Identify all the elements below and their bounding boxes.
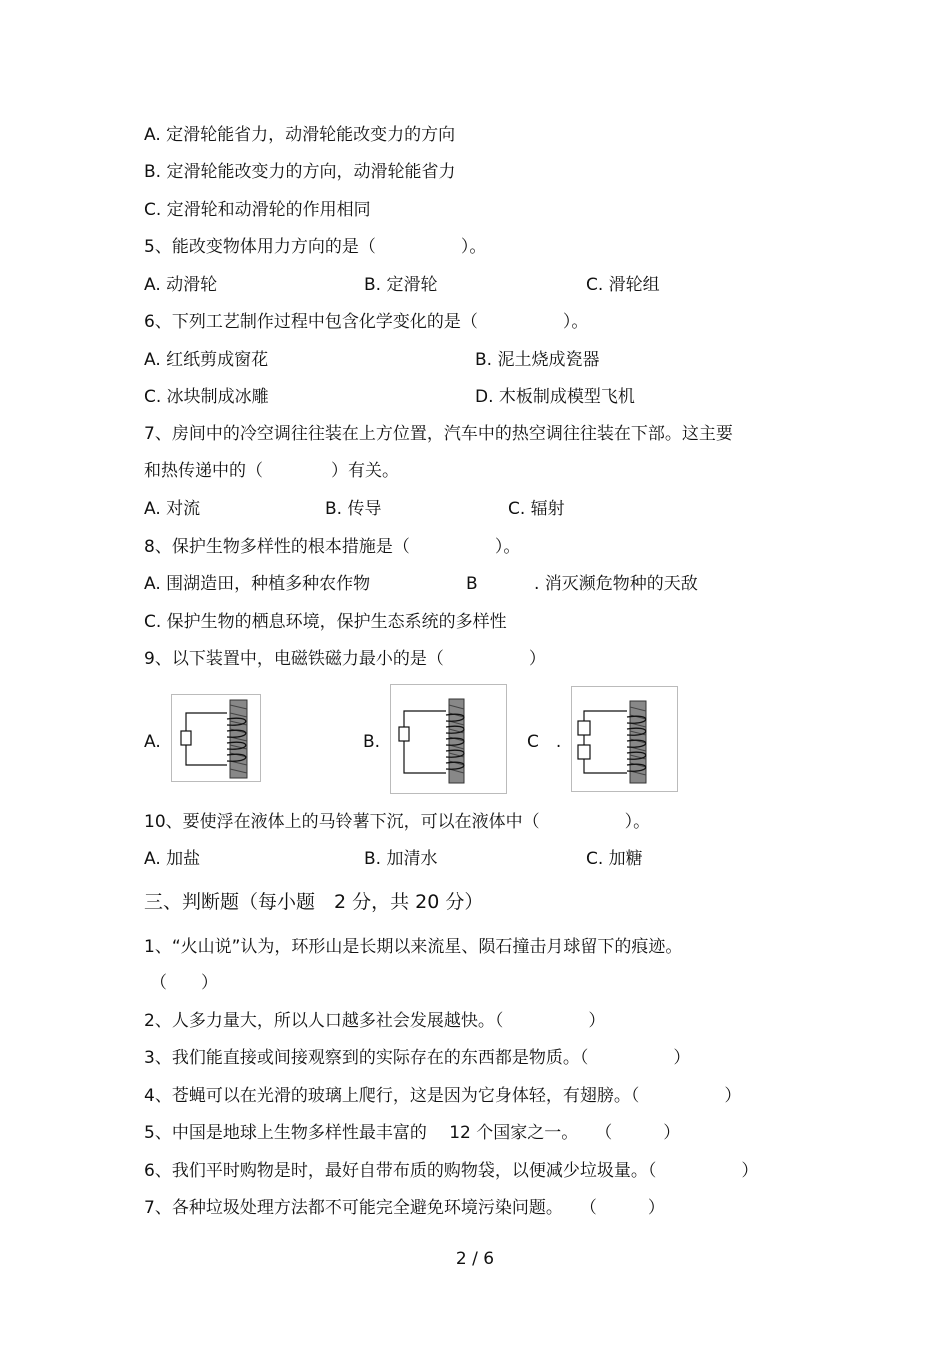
q7-stem-line2: 和热传递中的（ ）有关。	[144, 461, 399, 481]
q5-stem: 5、能改变物体用力方向的是（ ）。	[144, 237, 487, 257]
q9-stem: 9、以下装置中，电磁铁磁力最小的是（ ）	[144, 649, 546, 669]
q4-option-a: A. 定滑轮能省力，动滑轮能改变力的方向	[144, 125, 456, 145]
q7-stem-line1: 7、房间中的冷空调往往装在上方位置，汽车中的热空调往往装在下部。这主要	[144, 424, 733, 444]
q10-option-a: A. 加盐	[144, 849, 201, 869]
judge-item-1-brackets: （ ）	[150, 973, 218, 993]
q9-circuit-c	[571, 686, 678, 792]
q5-option-c: C. 滑轮组	[586, 275, 660, 295]
q10-option-c: C. 加糖	[586, 849, 643, 869]
judge-item-4: 4、苍蝇可以在光滑的玻璃上爬行，这是因为它身体轻，有翅膀。（ ）	[144, 1086, 742, 1106]
q6-option-d: D. 木板制成模型飞机	[475, 387, 635, 407]
q6-option-c: C. 冰块制成冰雕	[144, 387, 269, 407]
judge-item-1: 1、“火山说”认为，环形山是长期以来流星、陨石撞击月球留下的痕迹。	[144, 937, 683, 957]
q5-option-a: A. 动滑轮	[144, 275, 218, 295]
judge-item-6: 6、我们平时购物是时，最好自带布质的购物袋，以便减少垃圾量。（ ）	[144, 1161, 759, 1181]
q10-option-b: B. 加清水	[364, 849, 438, 869]
q7-option-b: B. 传导	[325, 499, 382, 519]
q9-circuit-b	[390, 684, 507, 794]
q9-circuit-a	[171, 694, 261, 782]
judge-item-5: 5、中国是地球上生物多样性最丰富的 12 个国家之一。 （ ）	[144, 1123, 681, 1143]
q8-stem: 8、保护生物多样性的根本措施是（ ）。	[144, 537, 521, 557]
q8-option-a: A. 围湖造田，种植多种农作物	[144, 574, 371, 594]
q6-option-a: A. 红纸剪成窗花	[144, 350, 269, 370]
electromagnet-diagram-c	[572, 687, 677, 791]
q6-option-b: B. 泥土烧成瓷器	[475, 350, 600, 370]
page-number: 2 / 6	[455, 1249, 495, 1269]
judge-item-3: 3、我们能直接或间接观察到的实际存在的东西都是物质。（ ）	[144, 1048, 691, 1068]
q5-option-b: B. 定滑轮	[364, 275, 438, 295]
electromagnet-diagram-b	[391, 685, 506, 793]
q8-option-b-letter: B	[466, 574, 478, 594]
q4-option-c: C. 定滑轮和动滑轮的作用相同	[144, 200, 371, 220]
judge-item-7: 7、各种垃圾处理方法都不可能完全避免环境污染问题。 （ ）	[144, 1198, 665, 1218]
q10-stem: 10、要使浮在液体上的马铃薯下沉，可以在液体中（ ）。	[144, 812, 651, 832]
electromagnet-diagram-a	[172, 695, 260, 781]
section-3-heading: 三、判断题（每小题 2 分，共 20 分）	[144, 891, 484, 913]
q7-option-c: C. 辐射	[508, 499, 565, 519]
q8-option-b-text: . 消灭濒危物种的天敌	[534, 574, 698, 594]
q9-label-c: C .	[527, 732, 562, 752]
q6-stem: 6、下列工艺制作过程中包含化学变化的是（ ）。	[144, 312, 589, 332]
q8-option-c: C. 保护生物的栖息环境，保护生态系统的多样性	[144, 612, 507, 632]
q9-label-a: A.	[144, 732, 161, 752]
judge-item-2: 2、人多力量大，所以人口越多社会发展越快。（ ）	[144, 1011, 606, 1031]
q7-option-a: A. 对流	[144, 499, 201, 519]
q4-option-b: B. 定滑轮能改变力的方向，动滑轮能省力	[144, 162, 456, 182]
q9-label-b: B.	[363, 732, 381, 752]
